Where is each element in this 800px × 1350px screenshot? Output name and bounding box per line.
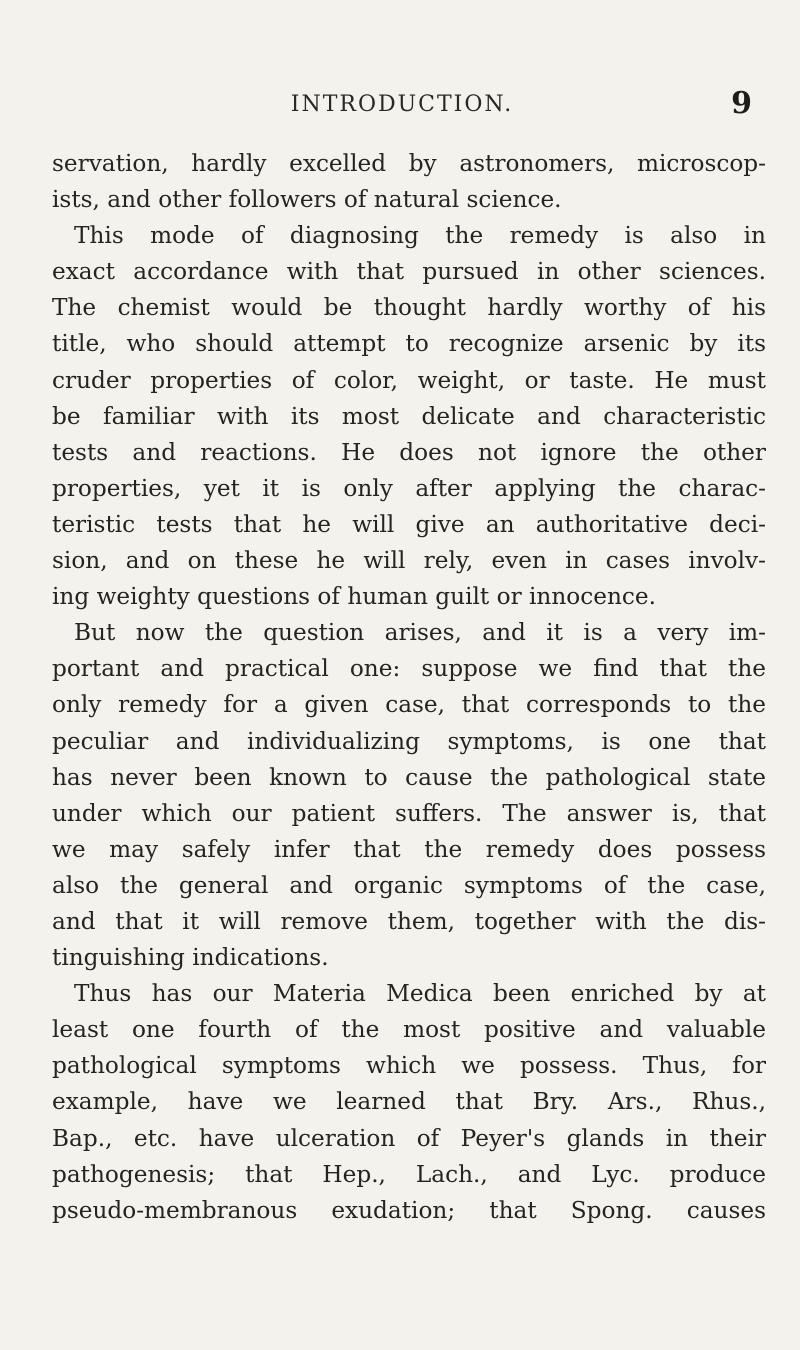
- text-line: But now the question arises, and it is a very im-: [74, 619, 766, 647]
- text-line: tinguishing indications.: [52, 944, 329, 972]
- text-line: sion, and on these he will rely, even in cases involv-: [52, 547, 766, 575]
- text-line: exact accordance with that pursued in other sciences.: [52, 258, 766, 286]
- text-line: servation, hardly excelled by astronomers, microscop-: [52, 150, 766, 177]
- text-line: This mode of diagnosing the remedy is also in: [74, 222, 766, 250]
- text-line: teristic tests that he will give an authoritative deci-: [52, 510, 766, 538]
- page-number: 9: [731, 86, 752, 121]
- text-line: also the general and organic symptoms of the case,: [52, 871, 766, 899]
- text-line: only remedy for a given case, that corresponds to the: [52, 691, 766, 719]
- text-line: Thus has our Materia Medica been enriched by at: [74, 980, 766, 1008]
- text-line: pathogenesis; that Hep., Lach., and Lyc. produce: [52, 1160, 766, 1188]
- text-line: we may safely infer that the remedy does possess: [52, 835, 766, 863]
- text-line: portant and practical one: suppose we find that the: [52, 655, 766, 683]
- text-line: pathological symptoms which we possess. Thus, for: [52, 1052, 766, 1080]
- text-line: has never been known to cause the pathological state: [52, 763, 766, 791]
- text-line: tests and reactions. He does not ignore the other: [52, 438, 766, 466]
- body-text: [52, 146, 766, 1229]
- text-line: properties, yet it is only after applying the charac-: [52, 474, 766, 502]
- text-line: and that it will remove them, together with the dis-: [52, 907, 766, 935]
- text-line: peculiar and individualizing symptoms, is one that: [52, 727, 766, 755]
- text-line: title, who should attempt to recognize arsenic by its: [52, 330, 766, 358]
- running-header: [52, 86, 752, 132]
- text-line: ists, and other followers of natural science.: [52, 186, 562, 214]
- text-line: cruder properties of color, weight, or taste. He must: [52, 366, 766, 394]
- text-line: under which our patient suffers. The answer is, that: [52, 799, 766, 827]
- text-line: be familiar with its most delicate and characteristic: [52, 402, 766, 430]
- text-line: example, have we learned that Bry. Ars., Rhus.,: [52, 1088, 766, 1116]
- running-title: INTRODUCTION.: [290, 92, 514, 117]
- text-line: ing weighty questions of human guilt or innocence.: [52, 583, 656, 611]
- text-line: least one fourth of the most positive and valuable: [52, 1016, 766, 1044]
- text-line: pseudo-membranous exudation; that Spong. causes: [52, 1196, 766, 1224]
- text-line: The chemist would be thought hardly worthy of his: [52, 294, 766, 322]
- text-line: Bap., etc. have ulceration of Peyer's glands in their: [52, 1124, 766, 1152]
